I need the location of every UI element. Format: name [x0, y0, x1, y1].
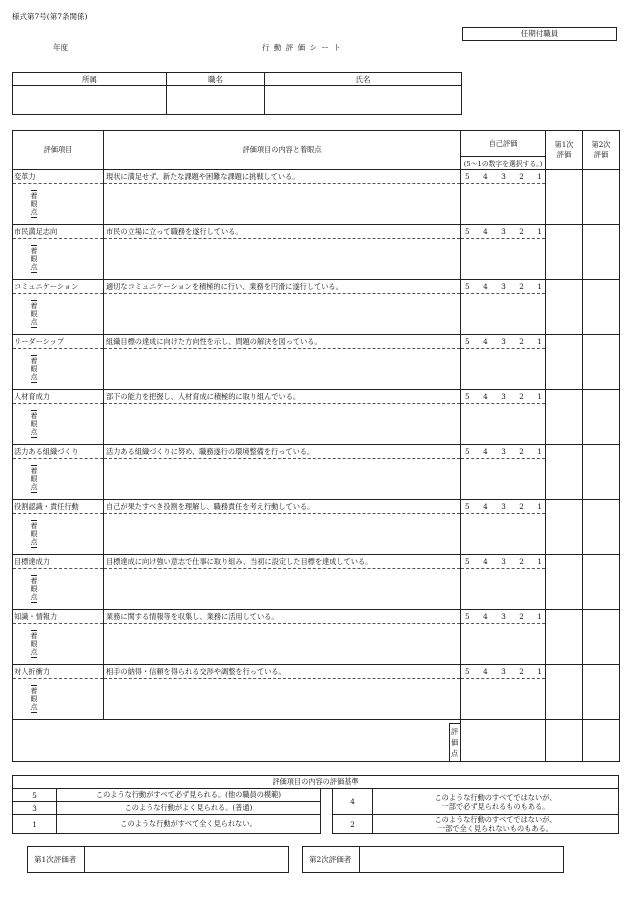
- score-option[interactable]: 2: [519, 447, 524, 456]
- self-score-notes[interactable]: [461, 514, 546, 555]
- item-description: 自己が果たすべき役割を理解し、職務責任を考え行動している。: [104, 500, 461, 514]
- score-option[interactable]: 4: [483, 282, 488, 291]
- affiliation-label: 所属: [13, 73, 167, 86]
- second-score[interactable]: [583, 555, 620, 610]
- item-name: コミュニケーション: [13, 280, 104, 294]
- score-option[interactable]: 4: [483, 227, 488, 236]
- evaluation-table: [12, 130, 620, 762]
- score-option[interactable]: 2: [519, 337, 524, 346]
- self-score-notes[interactable]: [461, 404, 546, 445]
- self-score-options[interactable]: [461, 280, 546, 294]
- affiliation-field[interactable]: [13, 86, 167, 115]
- score-option[interactable]: 1: [537, 282, 542, 291]
- std-gap: [321, 789, 333, 834]
- self-score-options[interactable]: [461, 500, 546, 514]
- self-score-notes[interactable]: [461, 624, 546, 665]
- focus-label: 着 眼 点: [30, 522, 38, 546]
- focus-label: 着 眼 点: [30, 302, 38, 326]
- position-field[interactable]: [167, 86, 265, 115]
- focus-label: 着 眼 点: [30, 247, 38, 271]
- position-label: 職名: [167, 73, 265, 86]
- score-option[interactable]: 4: [483, 392, 488, 401]
- item-name: 市民満足志向: [13, 225, 104, 239]
- focus-notes[interactable]: [104, 569, 461, 610]
- score-option[interactable]: 5: [465, 612, 470, 621]
- focus-cell: [13, 184, 104, 225]
- score-option[interactable]: 5: [465, 392, 470, 401]
- score-option[interactable]: 2: [519, 172, 524, 181]
- item-name: 人材育成力: [13, 390, 104, 404]
- score-option[interactable]: 5: [465, 227, 470, 236]
- second-score[interactable]: [583, 665, 620, 720]
- focus-notes[interactable]: [104, 349, 461, 390]
- score-option[interactable]: 4: [483, 337, 488, 346]
- self-score-notes[interactable]: [461, 294, 546, 335]
- header-info-table: [12, 72, 462, 115]
- score-option[interactable]: 4: [483, 502, 488, 511]
- self-score-options[interactable]: [461, 170, 546, 184]
- score-option[interactable]: 5: [465, 447, 470, 456]
- self-score-notes[interactable]: [461, 569, 546, 610]
- standards-title: 評価項目の内容の評価基準: [13, 776, 619, 789]
- item-name: 活力ある組織づくり: [13, 445, 104, 459]
- score-option[interactable]: 2: [519, 282, 524, 291]
- item-description: 部下の能力を把握し、人材育成に積極的に取り組んでいる。: [104, 390, 461, 404]
- self-score-options[interactable]: [461, 665, 546, 679]
- focus-label: 着 眼 点: [30, 632, 38, 656]
- name-label: 氏名: [265, 73, 462, 86]
- std-right-score: 2: [333, 815, 373, 834]
- self-score-notes[interactable]: [461, 184, 546, 225]
- focus-label: 着 眼 点: [30, 192, 38, 216]
- self-score-options[interactable]: [461, 445, 546, 459]
- first-score[interactable]: [546, 225, 583, 280]
- std-score: 5: [13, 789, 57, 802]
- item-name: 知識・情報力: [13, 610, 104, 624]
- score-option[interactable]: 3: [501, 392, 506, 401]
- first-evaluator-label: 第1次評価者: [34, 855, 77, 864]
- focus-notes[interactable]: [104, 239, 461, 280]
- score-option[interactable]: 1: [537, 502, 542, 511]
- score-option[interactable]: 4: [483, 447, 488, 456]
- score-option[interactable]: 1: [537, 172, 542, 181]
- header-self-note: (5～1の数字を選択する。): [461, 157, 546, 170]
- total-first[interactable]: [546, 720, 583, 762]
- std-right-text: このような行動のすべてではないが、 一部で必ず見られるものもある。: [373, 789, 619, 815]
- focus-cell: [13, 514, 104, 555]
- score-option[interactable]: 1: [537, 667, 542, 676]
- self-score-notes[interactable]: [461, 349, 546, 390]
- focus-notes[interactable]: [104, 404, 461, 445]
- score-option[interactable]: 1: [537, 227, 542, 236]
- focus-notes[interactable]: [104, 184, 461, 225]
- score-option[interactable]: 1: [537, 392, 542, 401]
- score-option[interactable]: 4: [483, 612, 488, 621]
- score-option[interactable]: 5: [465, 667, 470, 676]
- focus-cell: [13, 294, 104, 335]
- score-option[interactable]: 5: [465, 337, 470, 346]
- second-score[interactable]: [583, 610, 620, 665]
- first-score[interactable]: [546, 500, 583, 555]
- score-option[interactable]: 1: [537, 447, 542, 456]
- total-blank: [13, 720, 461, 762]
- total-cell: [451, 720, 546, 762]
- first-evaluator-field[interactable]: [86, 847, 288, 872]
- second-score[interactable]: [583, 335, 620, 390]
- second-score[interactable]: [583, 170, 620, 225]
- first-score[interactable]: [546, 280, 583, 335]
- item-name: リーダーシップ: [13, 335, 104, 349]
- focus-cell: [13, 569, 104, 610]
- score-option[interactable]: 2: [519, 557, 524, 566]
- self-score-notes[interactable]: [461, 239, 546, 280]
- second-score[interactable]: [583, 280, 620, 335]
- focus-label: 着 眼 点: [30, 412, 38, 436]
- form-id: 様式第7号(第7条関係): [12, 12, 88, 21]
- second-evaluator-label: 第2次評価者: [309, 855, 352, 864]
- staff-type: 任期付職員: [520, 29, 559, 38]
- item-description: 市民の立場に立って職務を遂行している。: [104, 225, 461, 239]
- focus-label: 着 眼 点: [30, 467, 38, 491]
- score-option[interactable]: 3: [501, 227, 506, 236]
- focus-notes[interactable]: [104, 459, 461, 500]
- first-score[interactable]: [546, 665, 583, 720]
- std-text: このような行動がよく見られる。(普通): [57, 802, 321, 815]
- std-right-score: 4: [333, 789, 373, 815]
- score-option[interactable]: 2: [519, 502, 524, 511]
- std-text: このような行動がすべて必ず見られる。(他の職員の模範): [57, 789, 321, 802]
- score-option[interactable]: 4: [483, 172, 488, 181]
- score-option[interactable]: 5: [465, 557, 470, 566]
- item-description: 適切なコミュニケーションを積極的に行い、業務を円滑に遂行している。: [104, 280, 461, 294]
- focus-cell: [13, 459, 104, 500]
- score-option[interactable]: 4: [483, 557, 488, 566]
- std-text: このような行動がすべて全く見られない。: [57, 815, 321, 834]
- item-description: 活力ある組織づくりに努め、職務遂行の環境整備を行っている。: [104, 445, 461, 459]
- item-name: 目標達成力: [13, 555, 104, 569]
- focus-cell: [13, 239, 104, 280]
- second-score[interactable]: [583, 390, 620, 445]
- first-score[interactable]: [546, 170, 583, 225]
- total-label: 評 価 点: [451, 727, 459, 758]
- focus-notes[interactable]: [104, 624, 461, 665]
- second-score[interactable]: [583, 500, 620, 555]
- second-score[interactable]: [583, 445, 620, 500]
- score-option[interactable]: 4: [483, 667, 488, 676]
- std-score: 3: [13, 802, 57, 815]
- score-option[interactable]: 3: [501, 612, 506, 621]
- score-option[interactable]: 3: [501, 667, 506, 676]
- first-score[interactable]: [546, 610, 583, 665]
- self-score-notes[interactable]: [461, 679, 546, 720]
- first-score[interactable]: [546, 445, 583, 500]
- score-option[interactable]: 1: [537, 612, 542, 621]
- first-score[interactable]: [546, 555, 583, 610]
- self-score-options[interactable]: [461, 335, 546, 349]
- year-label: 年度: [53, 43, 68, 52]
- item-description: 業務に関する情報等を収集し、業務に活用している。: [104, 610, 461, 624]
- std-right-text: このような行動のすべてではないが、 一部で全く見られないものもある。: [373, 815, 619, 834]
- score-option[interactable]: 3: [501, 502, 506, 511]
- focus-label: 着 眼 点: [30, 357, 38, 381]
- score-option[interactable]: 1: [537, 337, 542, 346]
- score-option[interactable]: 2: [519, 612, 524, 621]
- second-score[interactable]: [583, 225, 620, 280]
- header-item: 評価項目: [13, 131, 104, 170]
- score-option[interactable]: 5: [465, 172, 470, 181]
- score-option[interactable]: 2: [519, 392, 524, 401]
- header-second: 第2次 評価: [583, 131, 620, 170]
- standards-table: [12, 775, 619, 834]
- score-option[interactable]: 5: [465, 502, 470, 511]
- focus-notes[interactable]: [104, 514, 461, 555]
- header-self: 自己評価: [461, 131, 546, 157]
- focus-notes[interactable]: [104, 679, 461, 720]
- second-evaluator-field[interactable]: [361, 847, 563, 872]
- score-option[interactable]: 5: [465, 282, 470, 291]
- first-score[interactable]: [546, 390, 583, 445]
- score-option[interactable]: 3: [501, 337, 506, 346]
- self-score-options[interactable]: [461, 555, 546, 569]
- item-name: 変革力: [13, 170, 104, 184]
- score-option[interactable]: 1: [537, 557, 542, 566]
- header-first: 第1次 評価: [546, 131, 583, 170]
- self-score-options[interactable]: [461, 225, 546, 239]
- item-description: 組織目標の達成に向けた方向性を示し、問題の解決を図っている。: [104, 335, 461, 349]
- focus-cell: [13, 349, 104, 390]
- self-score-notes[interactable]: [461, 459, 546, 500]
- item-description: 相手の納得・信頼を得られる交渉や調整を行っている。: [104, 665, 461, 679]
- first-score[interactable]: [546, 335, 583, 390]
- header-content: 評価項目の内容と着眼点: [104, 131, 461, 170]
- focus-notes[interactable]: [104, 294, 461, 335]
- total-second[interactable]: [583, 720, 620, 762]
- name-field[interactable]: [265, 86, 462, 115]
- focus-cell: [13, 679, 104, 720]
- score-option[interactable]: 3: [501, 282, 506, 291]
- focus-cell: [13, 404, 104, 445]
- item-description: 現状に満足せず、新たな課題や困難な課題に挑戦している。: [104, 170, 461, 184]
- score-option[interactable]: 2: [519, 667, 524, 676]
- focus-label: 着 眼 点: [30, 687, 38, 711]
- score-option[interactable]: 2: [519, 227, 524, 236]
- score-option[interactable]: 3: [501, 172, 506, 181]
- self-score-options[interactable]: [461, 390, 546, 404]
- score-option[interactable]: 3: [501, 557, 506, 566]
- focus-label: 着 眼 点: [30, 577, 38, 601]
- item-description: 目標達成に向け強い意志で仕事に取り組み、当初に設定した目標を達成している。: [104, 555, 461, 569]
- page-title: 行 動 評 価 シ ー ト: [262, 43, 342, 52]
- focus-cell: [13, 624, 104, 665]
- score-option[interactable]: 3: [501, 447, 506, 456]
- item-name: 対人折衝力: [13, 665, 104, 679]
- std-score: 1: [13, 815, 57, 834]
- item-name: 役割認識・責任行動: [13, 500, 104, 514]
- self-score-options[interactable]: [461, 610, 546, 624]
